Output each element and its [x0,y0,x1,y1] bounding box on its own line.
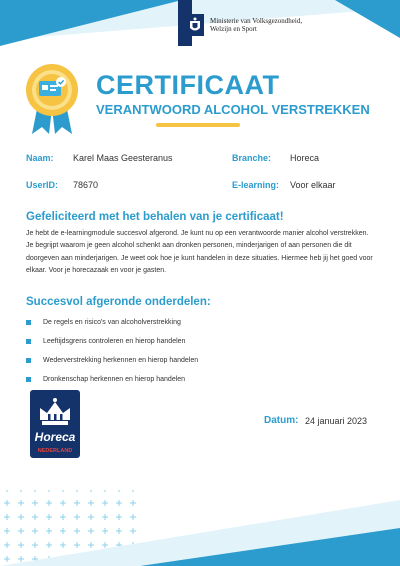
branch-value: Horeca [290,153,320,163]
bullet-icon [26,339,31,344]
name-label: Naam: [26,153,54,163]
list-item [26,313,198,332]
module-label: Dronkenschap herkennen en hierop handelen [43,376,186,383]
userid-label: UserID: [26,180,59,190]
list-item [26,332,198,351]
bullet-icon [26,358,31,363]
date-label: Datum: [264,415,299,426]
branch-label: Branche: [232,153,272,163]
logo-country-text: NEDERLAND [37,448,73,454]
module-label: Wederverstrekking herkennen en hierop handelen [43,357,199,364]
elearning-value: Voor elkaar [290,180,336,190]
date-value: 24 januari 2023 [305,416,368,426]
list-item [26,351,198,370]
congrats-body: Je hebt de e-learningmodule succesvol afgerond. Je kunt nu op een verantwoorde manier alcohol verstrekken. Je begrijpt waarom je geen alcohol schenkt aan dronken personen, minderjarigen of aan personen die dit doorgeven aan minderjarigen. Je weet ook hoe je kunt handelen in deze situaties. Hiermee heb jij het goed voor elkaar. Voor je horecazaak en voor je gasten. [26,230,373,275]
name-value: Karel Maas Geesteranus [73,153,173,163]
elearning-label: E-learning: [232,180,280,190]
certificate-subtitle: VERANTWOORD ALCOHOL VERSTREKKEN [96,102,370,117]
ministry-name-line1: Ministerie van Volksgezondheid, [210,16,303,25]
title-underline [156,123,240,127]
userid-value: 78670 [73,180,99,190]
bullet-icon [26,377,31,382]
ministry-name-line2: Welzijn en Sport [210,25,257,33]
ministry-logo [186,14,302,36]
module-label: Leeftijdsgrens controleren en hierop handelen [43,338,186,345]
bottom-decoration [0,440,400,566]
list-item [26,370,198,389]
logo-brand-text: Horeca [34,430,76,444]
modules-list [26,313,198,389]
coat-of-arms-icon [186,14,204,36]
certificate-title: CERTIFICAAT [96,70,280,100]
congrats-heading: Gefeliciteerd met het behalen van je certificaat! [26,211,284,223]
bullet-icon [26,320,31,325]
modules-heading: Succesvol afgeronde onderdelen: [26,296,211,308]
module-label: De regels en risico's van alcoholverstrekking [43,319,181,326]
certificate-badge-icon [22,62,82,136]
